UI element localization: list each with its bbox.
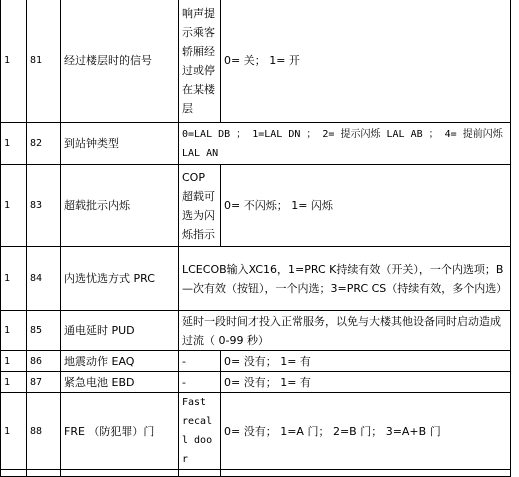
param-options: 0= 不闪烁； 1= 闪烁 — [221, 165, 511, 247]
param-description: - — [179, 372, 221, 393]
param-options: 0= 没有； 1= 有 — [221, 372, 511, 393]
param-name: 超载批示内烁 — [61, 165, 179, 247]
table-row — [1, 311, 511, 351]
table-row — [1, 470, 511, 477]
row-index: 1 — [1, 393, 27, 470]
param-name: 内选忧选方式 PRC — [61, 247, 179, 311]
param-options: LCECOB输入XC16，1=PRC K持续有效（开关），一个内选项；B—次有效（按钮），一个内选；3=PRC CS（持续有效，多个内选） — [179, 247, 511, 311]
param-name: 通电延时 PUD — [61, 311, 179, 351]
row-index — [1, 470, 27, 477]
table-row — [1, 0, 511, 123]
param-options: 0= 没有； 1= 有 — [221, 351, 511, 372]
row-index: 1 — [1, 372, 27, 393]
param-code: 84 — [27, 247, 61, 311]
table-row — [1, 247, 511, 311]
param-name: 到站钟类型 — [61, 123, 179, 165]
table-row — [1, 165, 511, 247]
param-description: 响声提示乘客轿厢经过或停在某楼层 — [179, 0, 221, 123]
param-options: 延时一段时间才投入正常服务，以免与大楼其他设备同时启动造成过流（ 0-99 秒） — [179, 311, 511, 351]
table-row — [1, 123, 511, 165]
param-code: 82 — [27, 123, 61, 165]
param-description: - — [179, 351, 221, 372]
row-index: 1 — [1, 123, 27, 165]
param-code: 85 — [27, 311, 61, 351]
param-description — [179, 470, 221, 477]
table-row — [1, 351, 511, 372]
param-name: 经过楼层时的信号 — [61, 0, 179, 123]
param-options: 0= 关； 1= 开 — [221, 0, 511, 123]
param-code: 88 — [27, 393, 61, 470]
param-code — [27, 470, 61, 477]
row-index: 1 — [1, 351, 27, 372]
row-index: 1 — [1, 247, 27, 311]
param-name — [61, 470, 179, 477]
param-code: 86 — [27, 351, 61, 372]
param-options: 0= 没有； 1=A 门； 2=B 门； 3=A+B 门 — [221, 393, 511, 470]
param-code: 83 — [27, 165, 61, 247]
param-code: 81 — [27, 0, 61, 123]
param-code: 87 — [27, 372, 61, 393]
table-row — [1, 372, 511, 393]
param-description: Fast recall door — [179, 393, 221, 470]
row-index: 1 — [1, 311, 27, 351]
param-description: COP 超载可选为闪烁指示 — [179, 165, 221, 247]
param-options: 0=LAL DB ； 1=LAL DN ； 2= 提示闪烁 LAL AB ； 4= 提前闪烁 LAL AN — [179, 123, 511, 165]
param-options — [221, 470, 511, 477]
table-row — [1, 393, 511, 470]
row-index: 1 — [1, 0, 27, 123]
param-name: 地震动作 EAQ — [61, 351, 179, 372]
param-name: FRE （防犯罪）门 — [61, 393, 179, 470]
row-index: 1 — [1, 165, 27, 247]
param-name: 紧急电池 EBD — [61, 372, 179, 393]
